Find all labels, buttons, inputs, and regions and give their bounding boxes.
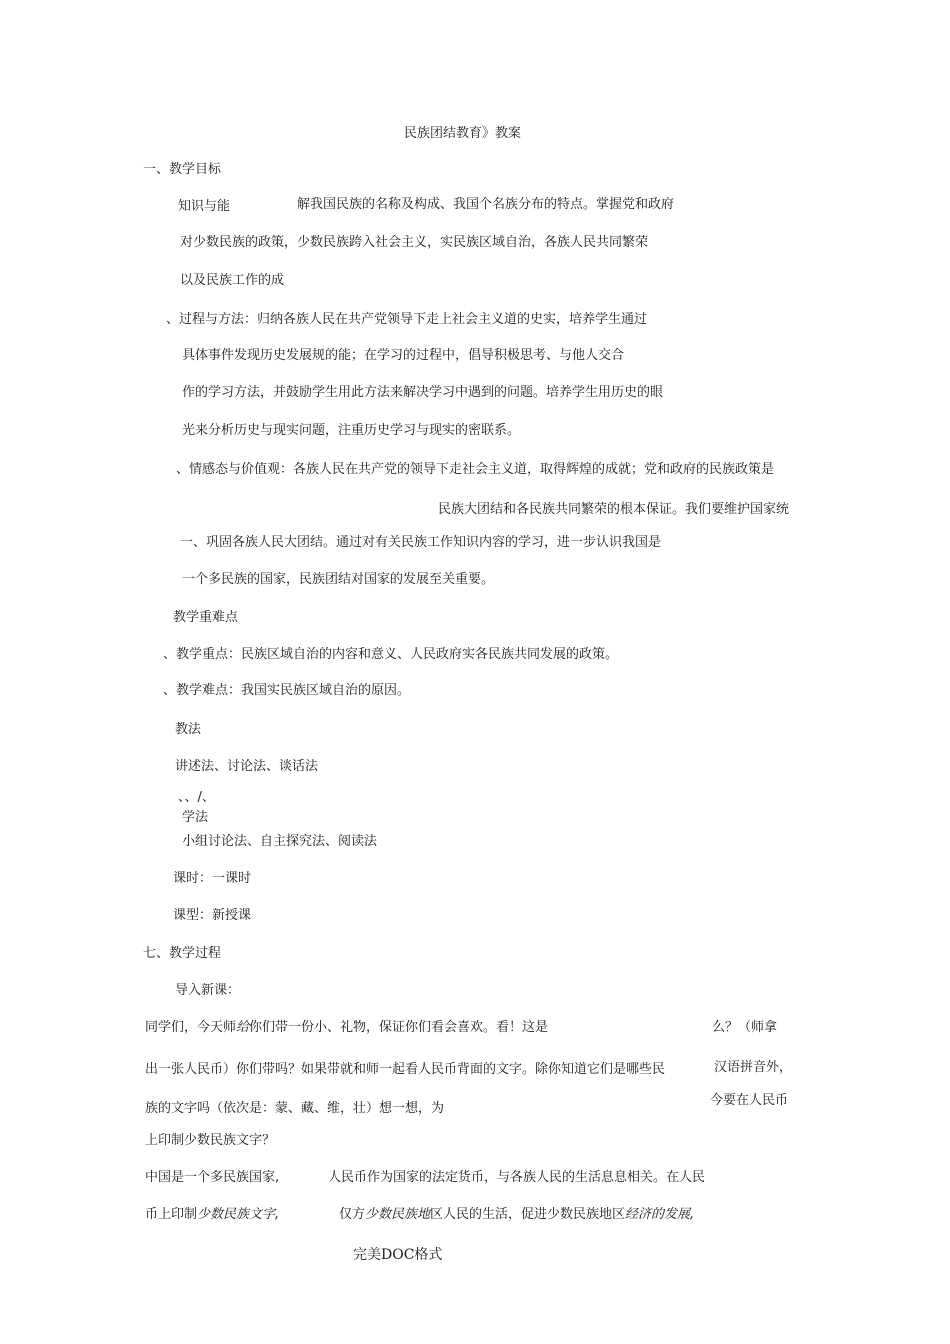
paragraph-line-4: 上印制少数民族文字？ (145, 1133, 276, 1148)
paragraph-line-5-right: 人民币作为国家的法定货币，与各族人民的生活息息相关。在人民 (328, 1170, 706, 1185)
stray-marks: 、、/、 (178, 790, 215, 805)
paragraph-line-6-e: 区人民的生活，促进少数民族地区 (430, 1207, 626, 1222)
paragraph-line-6-d: 少数民族地 (365, 1207, 431, 1222)
emotion-line-2: 民族大团结和各民族共同繁荣的根本保证。我们要维护国家统 (438, 502, 790, 517)
process-line-1: 、过程与方法：归纳各族人民在共产党领导下走上社会主义道的史实，培养学生通过 (166, 312, 648, 327)
lesson-hours-text: 课时：一课时 (173, 871, 252, 886)
difficult-point-text: 、教学难点：我国实民族区域自治的原因。 (163, 683, 411, 698)
section-heading-learning-method: 学法 (182, 810, 209, 825)
knowledge-label: 知识与能 (178, 199, 231, 214)
process-line-3: 作的学习方法，并鼓励学生用此方法来解决学习中遇到的问题。培养学生用历史的眼 (182, 385, 664, 400)
knowledge-line-1: 解我国民族的名称及构成、我国个名族分布的特点。掌握党和政府 (297, 197, 675, 212)
document-title: 民族团结教育》教案 (404, 126, 522, 141)
paragraph-line-6-c: 仅方 (339, 1207, 366, 1222)
paragraph-line-5: 中国是一个多民族国家, (145, 1170, 280, 1185)
paragraph-line-1 (145, 1020, 548, 1036)
process-line-2: 具体事件发现历史发展规的能；在学习的过程中，倡导积极思考、与他人交合 (182, 348, 625, 363)
section-heading-teaching-method: 教法 (175, 722, 202, 737)
knowledge-line-2: 对少数民族的政策，少数民族跨入社会主义，实民族区域自治，各族人民共同繁荣 (180, 235, 649, 250)
paragraph-line-2: 出一张人民币）你们带吗？如果带就和师一起看人民币背面的文字。除你知道它们是哪些民 (145, 1062, 666, 1077)
paragraph-line-1-c: 你们带一份小、礼物，保证你们看会喜欢。看！这是 (249, 1020, 549, 1035)
emotion-line-3: 一、巩固各族人民大团结。通过对有关民族工作知识内容的学习，进一步认识我国是 (180, 535, 662, 550)
paragraph-line-2-right: 汉语拼音外， (714, 1060, 793, 1075)
paragraph-line-6-b: 少数民族文字, (197, 1207, 280, 1222)
paragraph-line-6-a: 币上印制 (145, 1207, 198, 1222)
key-point-text: 、教学重点：民族区域自治的内容和意义、人民政府实各民族共同发展的政策。 (163, 647, 619, 662)
teaching-method-text: 讲述法、讨论法、谈话法 (175, 759, 319, 774)
paragraph-line-6-left (145, 1207, 279, 1223)
emotion-line-1: 、情感态与价值观：各族人民在共产党的领导下走社会主义道，取得辉煌的成就；党和政府的民族政策是 (176, 462, 775, 477)
paragraph-line-3-right: 今要在人民币 (710, 1093, 789, 1108)
knowledge-line-3: 以及民族工作的成 (180, 273, 285, 288)
section-heading-keypoints: 教学重难点 (173, 610, 239, 625)
paragraph-line-1-a: 同学们，今天师 (145, 1020, 237, 1035)
section-heading-process: 七、教学过程 (143, 946, 222, 961)
paragraph-line-1-right: 么？（师拿 (712, 1020, 778, 1035)
paragraph-line-6-right (339, 1207, 694, 1223)
process-line-4: 光来分析历史与现实问题，注重历史学习与现实的密联系。 (182, 423, 521, 438)
lesson-type-text: 课型：新授课 (173, 908, 252, 923)
footer-text: 完美DOC格式 (353, 1247, 443, 1263)
emotion-line-4: 一个多民族的国家，民族团结对国家的发展至关重要。 (182, 572, 495, 587)
paragraph-line-1-b: 给 (236, 1020, 250, 1035)
paragraph-line-3: 族的文字吗（依次是：蒙、藏、维，壮）想一想，为 (145, 1101, 445, 1116)
section-heading-goals: 一、教学目标 (143, 162, 222, 177)
intro-label: 导入新课： (175, 983, 241, 998)
learning-method-text: 小组讨论法、自主探究法、阅读法 (182, 834, 378, 849)
paragraph-line-6-f: 经济的发展, (625, 1207, 695, 1222)
